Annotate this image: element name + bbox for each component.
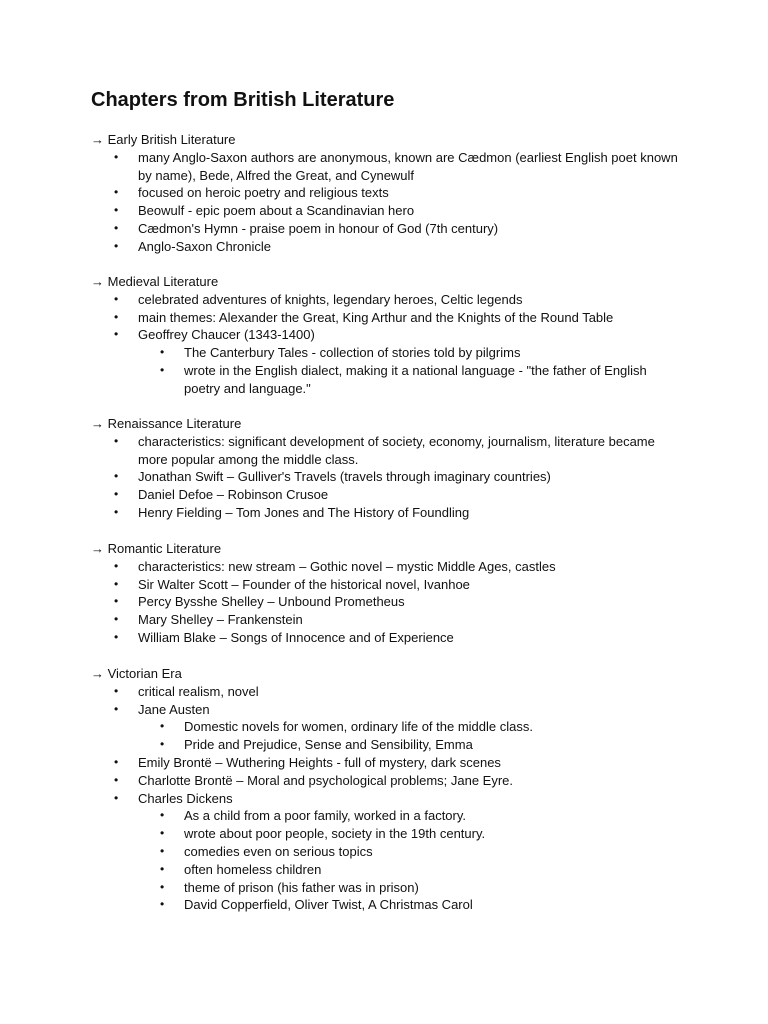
bullet-icon: • — [114, 558, 119, 573]
list-item-text: Jonathan Swift – Gulliver's Travels (travels through imaginary countries) — [138, 469, 551, 485]
sub-bullet-list — [138, 344, 681, 397]
bullet-icon: • — [114, 291, 119, 306]
list-item-text: Sir Walter Scott – Founder of the historical novel, Ivanhoe — [138, 576, 470, 592]
section-heading: → Romantic Literature — [91, 541, 222, 556]
list-item-text: Henry Fielding – Tom Jones and The History of Foundling — [138, 504, 470, 520]
section-romantic — [91, 540, 681, 647]
list-item — [91, 504, 681, 522]
sub-list-item-text: comedies even on serious topics — [184, 843, 373, 859]
list-item — [91, 683, 681, 701]
list-item — [91, 701, 681, 754]
bullet-list — [91, 149, 681, 256]
section-heading: → Renaissance Literature — [91, 416, 242, 431]
list-item-text: Beowulf - epic poem about a Scandinavian hero — [138, 203, 415, 219]
list-item — [91, 309, 681, 327]
sub-list-item-text: Domestic novels for women, ordinary life of the middle class. — [184, 719, 533, 735]
list-item — [91, 754, 681, 772]
list-item — [91, 790, 681, 915]
sub-list-item-text: David Copperfield, Oliver Twist, A Christmas Carol — [184, 897, 473, 913]
list-item-text: celebrated adventures of knights, legendary heroes, Celtic legends — [138, 291, 523, 307]
list-item — [91, 326, 681, 397]
list-item — [91, 238, 681, 256]
sub-list-item — [138, 344, 681, 362]
bullet-icon: • — [160, 879, 165, 894]
bullet-icon: • — [114, 701, 119, 716]
bullet-icon: • — [114, 487, 119, 502]
bullet-icon: • — [114, 238, 119, 253]
sub-list-item — [138, 718, 681, 736]
bullet-icon: • — [114, 754, 119, 769]
bullet-icon: • — [160, 897, 165, 912]
list-item-text: characteristics: significant development of society, economy, journalism, literature became more popular among the middle class. — [138, 433, 655, 467]
sub-list-item — [138, 879, 681, 897]
bullet-icon: • — [114, 683, 119, 698]
bullet-icon: • — [160, 362, 165, 377]
sub-list-item — [138, 736, 681, 754]
list-item — [91, 576, 681, 594]
list-item-text: focused on heroic poetry and religious texts — [138, 185, 389, 201]
list-item-text: Cædmon's Hymn - praise poem in honour of God (7th century) — [138, 220, 499, 236]
list-item-text: Daniel Defoe – Robinson Crusoe — [138, 487, 329, 503]
list-item — [91, 220, 681, 238]
list-item-text: Mary Shelley – Frankenstein — [138, 612, 303, 628]
list-item — [91, 433, 681, 469]
sub-list-item — [138, 825, 681, 843]
list-item-text: critical realism, novel — [138, 683, 259, 699]
bullet-icon: • — [114, 629, 119, 644]
sub-list-item-text: The Canterbury Tales - collection of stories told by pilgrims — [184, 345, 521, 361]
bullet-icon: • — [114, 203, 119, 218]
sub-list-item-text: theme of prison (his father was in prison) — [184, 879, 419, 895]
list-item-text: Percy Bysshe Shelley – Unbound Prometheus — [138, 594, 405, 610]
bullet-list — [91, 433, 681, 522]
bullet-icon: • — [114, 504, 119, 519]
bullet-icon: • — [114, 220, 119, 235]
bullet-list — [91, 558, 681, 647]
list-item — [91, 593, 681, 611]
list-item-text: many Anglo-Saxon authors are anonymous, known are Cædmon (earliest English poet known by name), Bede, Alfred the Great, and Cynewulf — [138, 149, 678, 183]
bullet-icon: • — [114, 469, 119, 484]
section-renaissance — [91, 415, 681, 522]
sub-list-item-text: wrote in the English dialect, making it a national language - "the father of English poetry and language." — [184, 362, 647, 396]
sub-list-item — [138, 861, 681, 879]
sub-bullet-list — [138, 718, 681, 754]
list-item — [91, 149, 681, 185]
bullet-icon: • — [160, 737, 165, 752]
bullet-icon: • — [160, 808, 165, 823]
bullet-icon: • — [160, 843, 165, 858]
bullet-icon: • — [114, 790, 119, 805]
list-item — [91, 558, 681, 576]
list-item-text: Charlotte Brontë – Moral and psychological problems; Jane Eyre. — [138, 772, 514, 788]
section-early-british — [91, 131, 681, 256]
sub-list-item-text: As a child from a poor family, worked in a factory. — [184, 808, 467, 824]
sub-list-item — [138, 362, 681, 398]
list-item-text: William Blake – Songs of Innocence and of Experience — [138, 629, 454, 645]
list-item — [91, 202, 681, 220]
section-victorian — [91, 665, 681, 914]
list-item-text: Jane Austen — [138, 701, 210, 717]
sub-list-item — [138, 843, 681, 861]
bullet-icon: • — [114, 309, 119, 324]
list-item-text: Emily Brontë – Wuthering Heights - full of mystery, dark scenes — [138, 754, 501, 770]
bullet-icon: • — [160, 861, 165, 876]
list-item-text: main themes: Alexander the Great, King Arthur and the Knights of the Round Table — [138, 309, 614, 325]
bullet-icon: • — [114, 327, 119, 342]
list-item — [91, 486, 681, 504]
page-title: Chapters from British Literature — [91, 89, 395, 111]
list-item — [91, 468, 681, 486]
bullet-icon: • — [114, 149, 119, 164]
bullet-icon: • — [114, 772, 119, 787]
sub-list-item-text: wrote about poor people, society in the 19th century. — [184, 826, 486, 842]
list-item — [91, 611, 681, 629]
section-heading: → Early British Literature — [91, 132, 236, 147]
section-medieval — [91, 273, 681, 398]
sub-list-item — [138, 807, 681, 825]
list-item — [91, 291, 681, 309]
bullet-icon: • — [114, 594, 119, 609]
bullet-icon: • — [114, 433, 119, 448]
list-item-text: Charles Dickens — [138, 790, 233, 806]
sub-bullet-list — [138, 807, 681, 914]
bullet-icon: • — [160, 719, 165, 734]
list-item — [91, 184, 681, 202]
section-heading: → Medieval Literature — [91, 274, 219, 289]
bullet-icon: • — [114, 576, 119, 591]
sub-list-item-text: Pride and Prejudice, Sense and Sensibility, Emma — [184, 737, 473, 753]
bullet-icon: • — [160, 345, 165, 360]
sub-list-item-text: often homeless children — [184, 861, 322, 877]
bullet-list — [91, 291, 681, 398]
bullet-icon: • — [114, 185, 119, 200]
bullet-list — [91, 683, 681, 914]
list-item — [91, 629, 681, 647]
sub-list-item — [138, 896, 681, 914]
list-item-text: characteristics: new stream – Gothic novel – mystic Middle Ages, castles — [138, 558, 556, 574]
list-item-text: Anglo-Saxon Chronicle — [138, 238, 271, 254]
bullet-icon: • — [114, 612, 119, 627]
bullet-icon: • — [160, 826, 165, 841]
list-item-text: Geoffrey Chaucer (1343-1400) — [138, 327, 315, 343]
section-heading: → Victorian Era — [91, 666, 182, 681]
list-item — [91, 772, 681, 790]
